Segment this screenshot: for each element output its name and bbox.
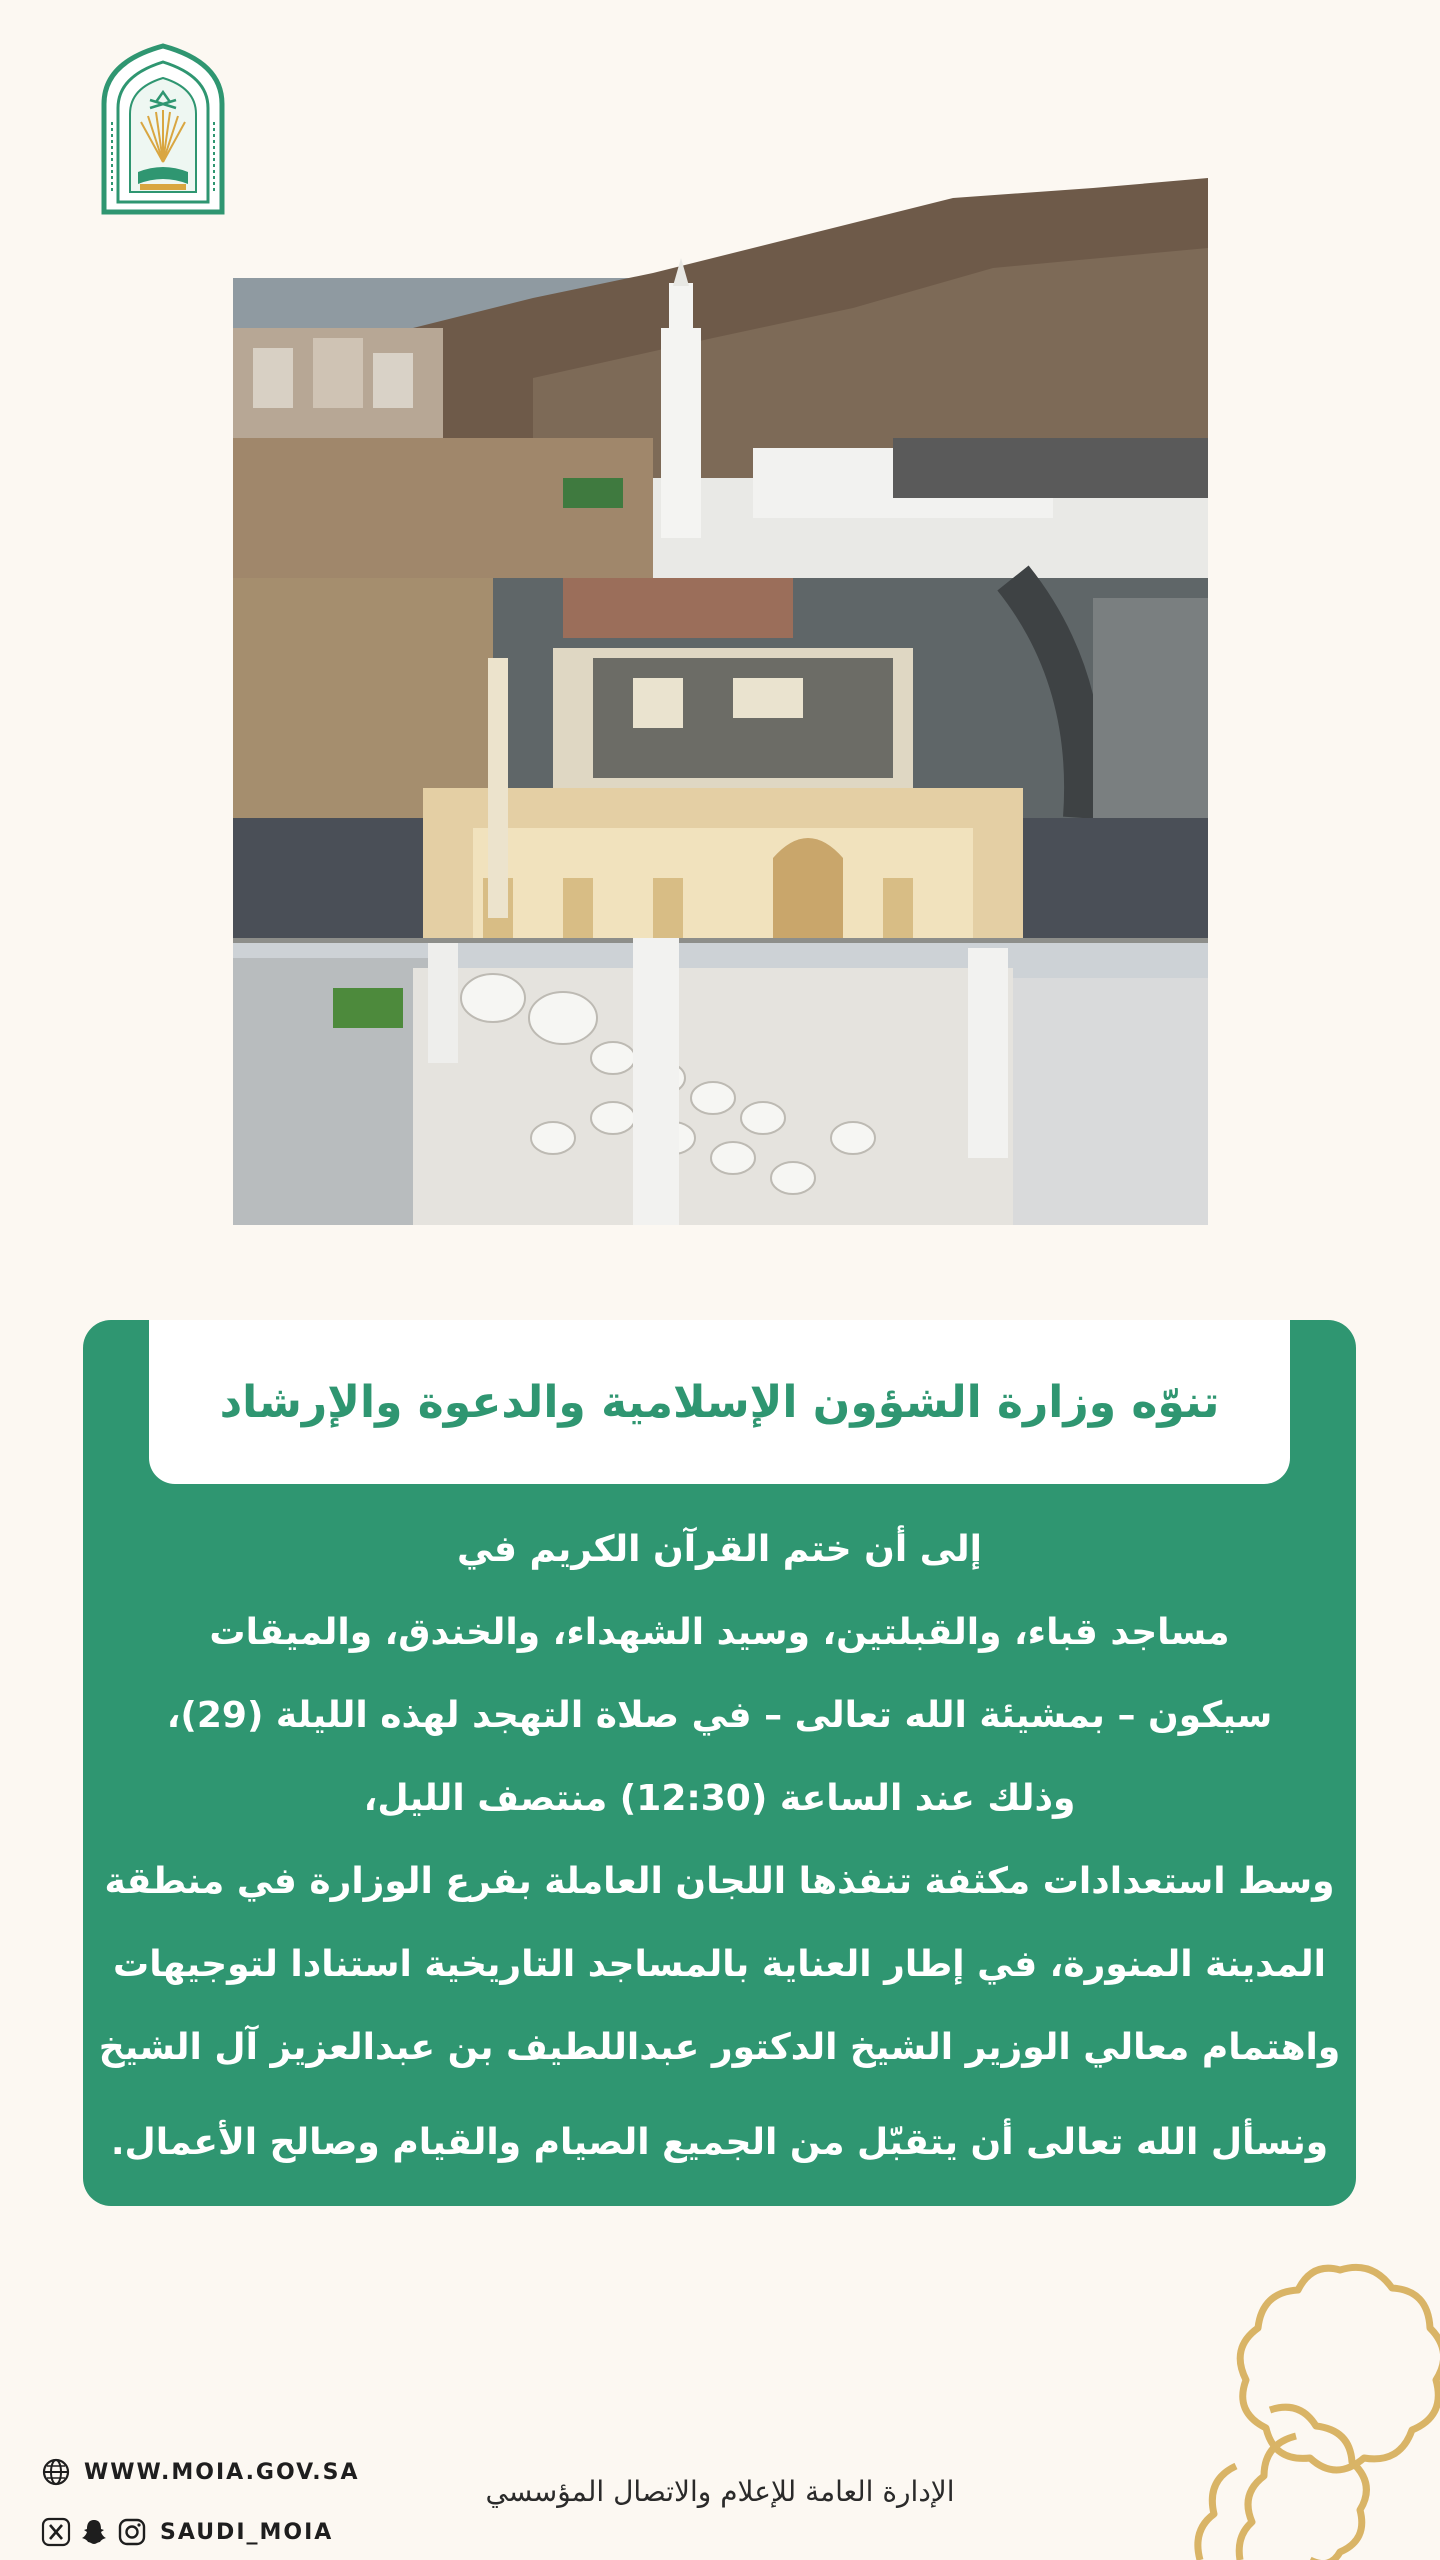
instagram-icon[interactable] xyxy=(116,2516,148,2548)
ministry-emblem-icon xyxy=(96,42,230,216)
website-link[interactable]: WWW.MOIA.GOV.SA xyxy=(84,2459,360,2485)
announcement-line: واهتمام معالي الوزير الشيخ الدكتور عبداللطيف بن عبدالعزيز آل الشيخ xyxy=(98,2027,1341,2068)
announcement-line: المدينة المنورة، في إطار العناية بالمساجد التاريخية استنادا لتوجيهات xyxy=(113,1944,1326,1985)
announcement-line: مساجد قباء، والقبلتين، وسيد الشهداء، والخندق، والميقات xyxy=(209,1612,1230,1653)
announcement-card xyxy=(83,1320,1356,2206)
announcement-line: وذلك عند الساعة (12:30) منتصف الليل، xyxy=(363,1778,1076,1819)
announcement-body xyxy=(83,1508,1356,2184)
social-handle[interactable]: SAUDI_MOIA xyxy=(160,2519,334,2545)
announcement-line: وسط استعدادات مكثفة تنفذها اللجان العاملة بفرع الوزارة في منطقة xyxy=(104,1861,1335,1902)
x-icon[interactable] xyxy=(40,2516,72,2548)
footer-contacts xyxy=(40,2452,360,2552)
globe-icon xyxy=(40,2456,72,2488)
mosques-collage-image xyxy=(233,178,1208,1225)
gold-ornament-icon xyxy=(1140,2240,1440,2560)
announcement-line: سيكون – بمشيئة الله تعالى – في صلاة التهجد لهذه الليلة (29)، xyxy=(166,1695,1273,1736)
announcement-header xyxy=(149,1320,1290,1484)
snapchat-icon[interactable] xyxy=(78,2516,110,2548)
ministry-logo xyxy=(96,42,230,216)
announcement-title: تنوّه وزارة الشؤون الإسلامية والدعوة والإرشاد xyxy=(219,1376,1220,1428)
announcement-line: إلى أن ختم القرآن الكريم في xyxy=(456,1529,983,1570)
announcement-closing: ونسأل الله تعالى أن يتقبّل من الجميع الصيام والقيام وصالح الأعمال. xyxy=(110,2122,1329,2163)
website-row[interactable] xyxy=(40,2452,360,2492)
mosques-photo-collage xyxy=(233,178,1208,1225)
department-name: الإدارة العامة للإعلام والاتصال المؤسسي xyxy=(485,2475,955,2508)
social-row xyxy=(40,2512,360,2552)
